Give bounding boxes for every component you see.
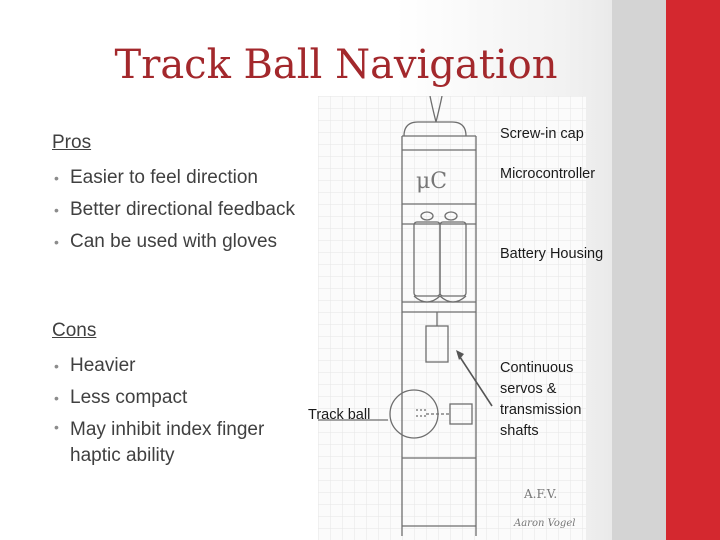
cons-list bbox=[52, 350, 310, 469]
cons-section bbox=[52, 318, 310, 469]
servos-label bbox=[500, 358, 610, 442]
microcontroller-label: Microcontroller bbox=[500, 166, 596, 182]
battery-housing-label: Battery Housing bbox=[500, 246, 604, 262]
servos-label-line: transmission bbox=[500, 402, 582, 418]
pros-section bbox=[52, 130, 295, 258]
side-red-band bbox=[666, 0, 720, 540]
cons-item: • Less compact bbox=[52, 382, 310, 414]
servos-label-line: shafts bbox=[500, 423, 539, 439]
cons-item: • Heavier bbox=[52, 350, 310, 382]
slide-title: Track Ball Navigation bbox=[114, 42, 558, 88]
cons-heading: Cons bbox=[52, 320, 97, 341]
pros-heading: Pros bbox=[52, 132, 92, 153]
track-ball-label: Track ball bbox=[308, 407, 371, 423]
trackball-device-sketch bbox=[318, 96, 586, 540]
pros-item: • Can be used with gloves bbox=[52, 226, 295, 258]
pros-item: • Easier to feel direction bbox=[52, 162, 295, 194]
pros-item: • Better directional feedback bbox=[52, 194, 295, 226]
pros-list bbox=[52, 162, 295, 258]
sketch-initials: A.F.V. bbox=[524, 487, 558, 501]
cons-item: • May inhibit index finger haptic ability bbox=[52, 414, 310, 469]
servos-label-line: Continuous bbox=[500, 360, 574, 376]
servos-label-line: servos & bbox=[500, 381, 557, 397]
screw-in-cap-label: Screw-in cap bbox=[500, 126, 584, 142]
sketch-grid bbox=[318, 96, 586, 540]
sketch-signature: Aaron Vogel bbox=[514, 518, 576, 529]
mu-c-label: μC bbox=[416, 169, 448, 194]
